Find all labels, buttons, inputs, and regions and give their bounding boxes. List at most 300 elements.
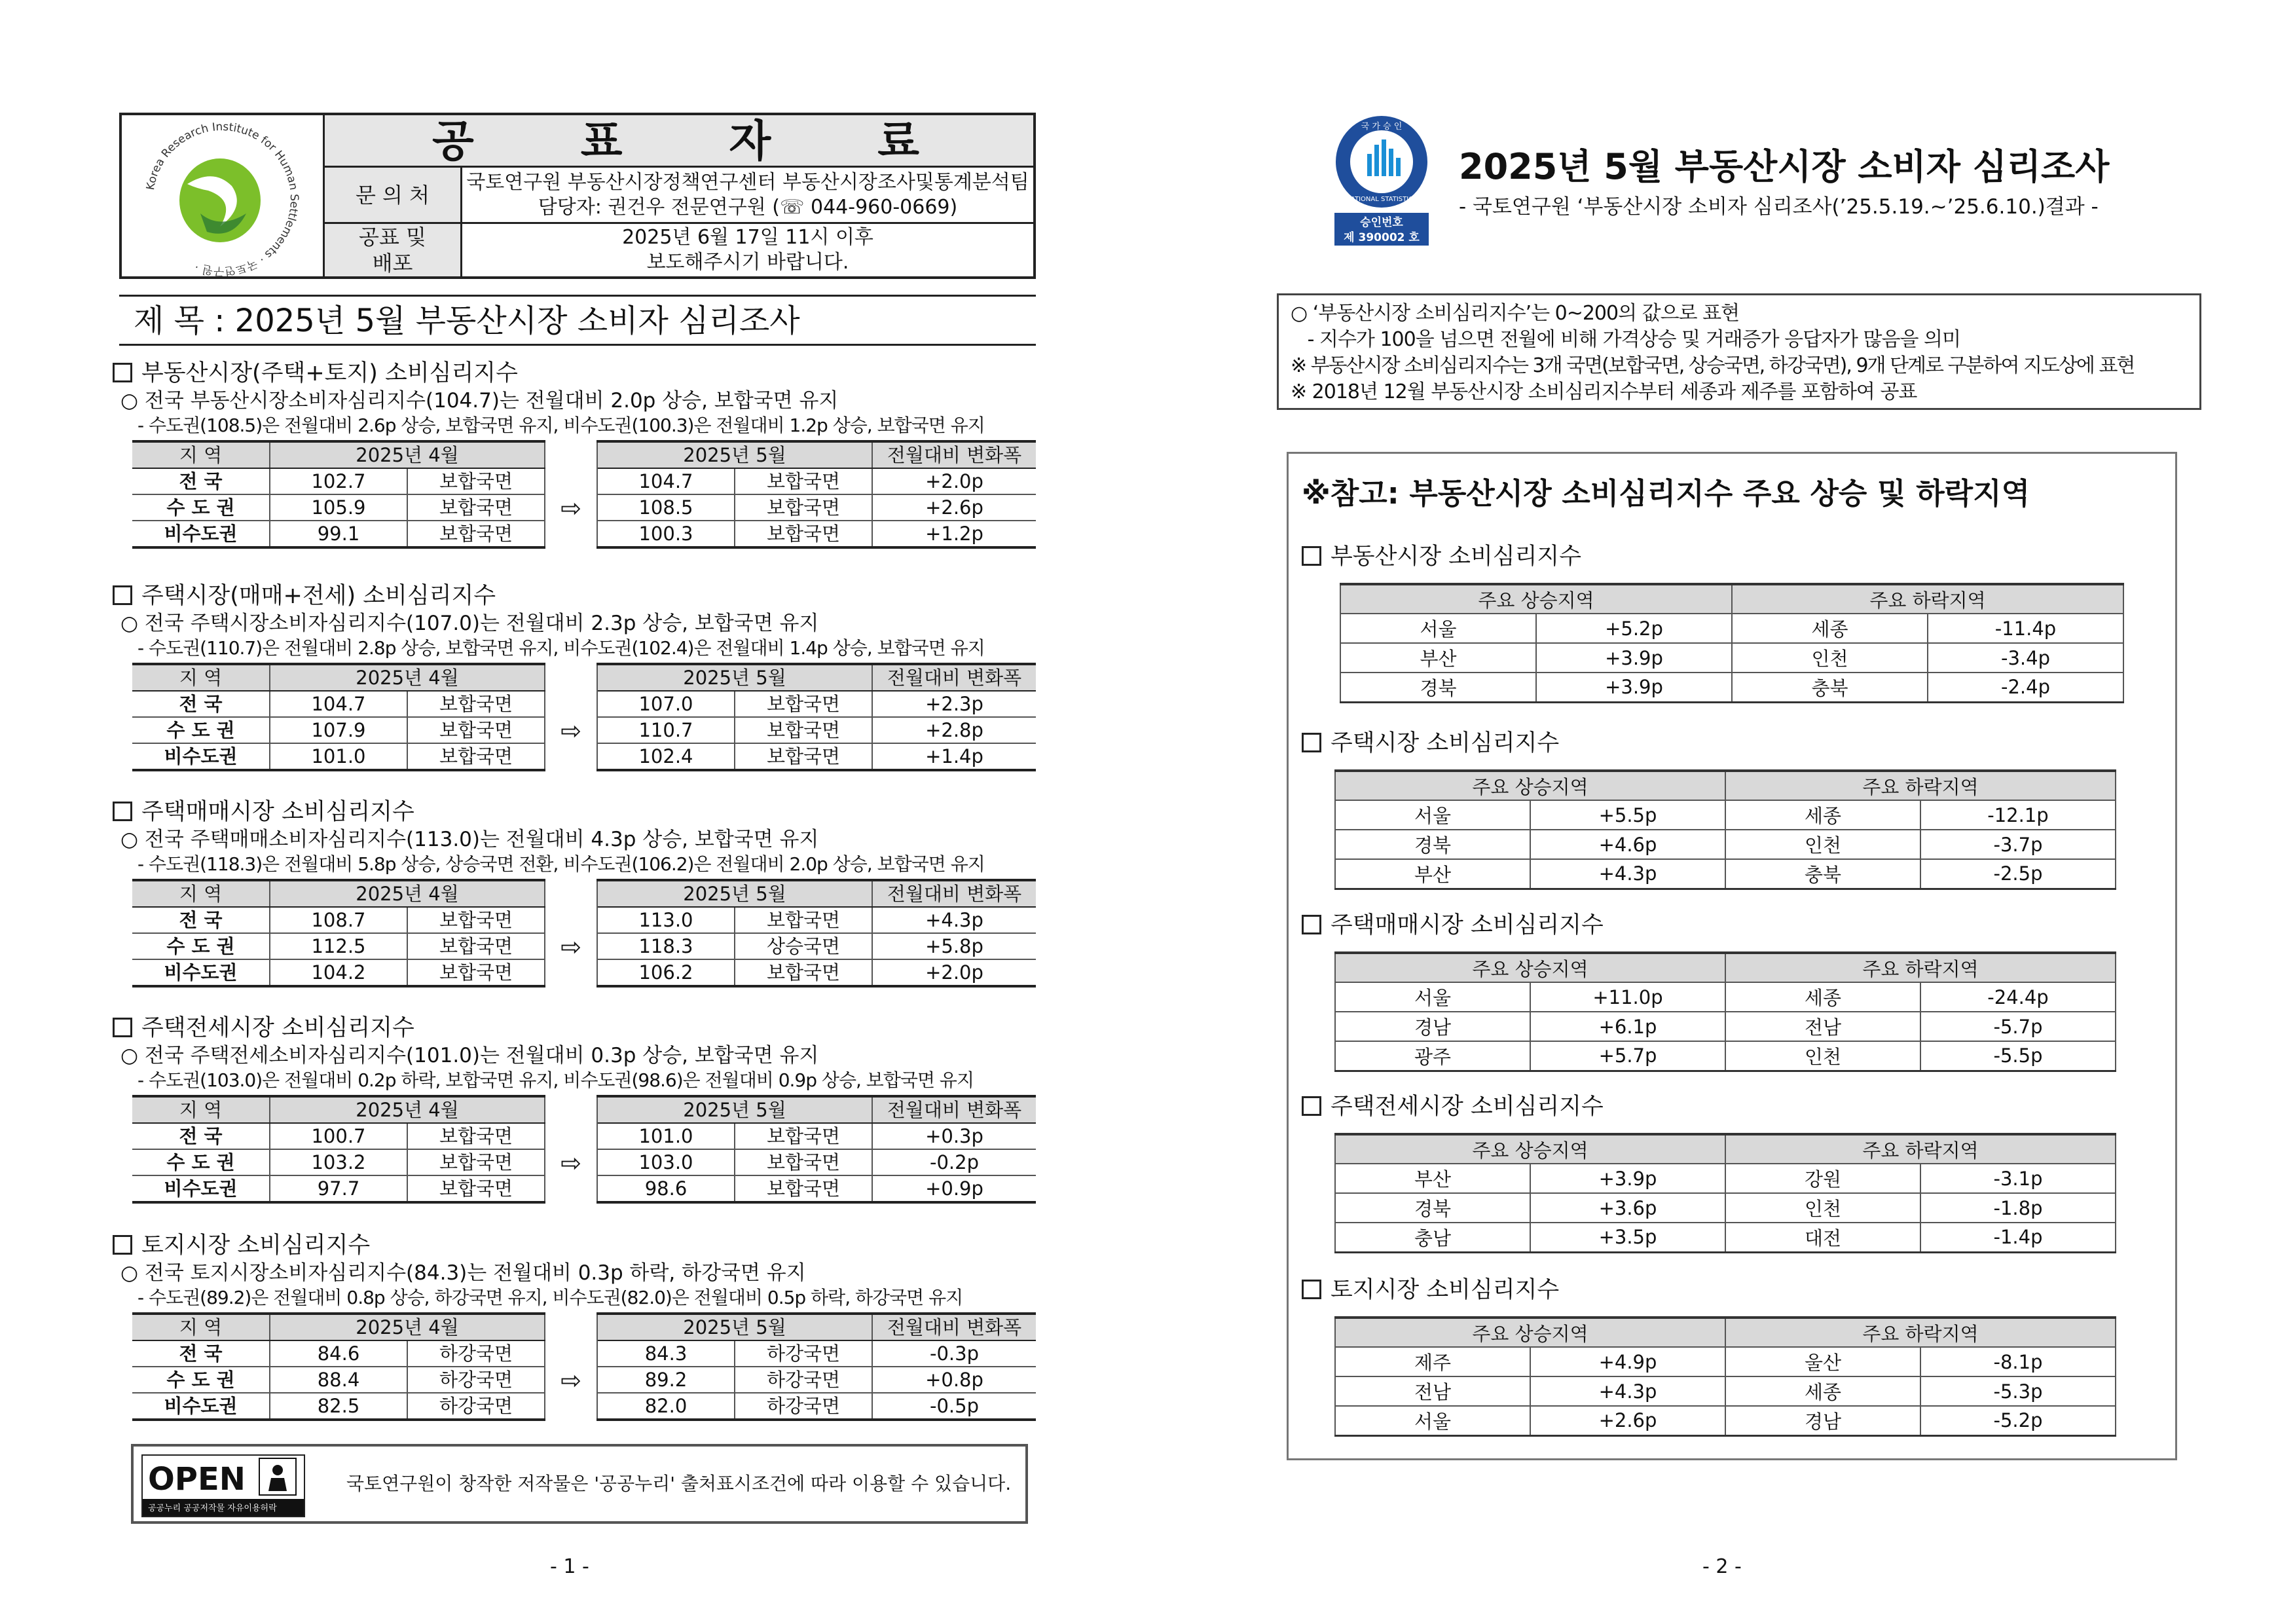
fall-value: -8.1p: [1920, 1347, 2116, 1376]
fall-region: 세종: [1732, 614, 1928, 643]
region-cell: 전 국: [132, 1123, 270, 1149]
apr-phase: 보합국면: [407, 1175, 545, 1202]
section-heading: [113, 1231, 1042, 1260]
apr-phase: 보합국면: [407, 959, 545, 986]
col-fall: 주요 하락지역: [1732, 584, 2123, 614]
table-row: [1335, 982, 2116, 1012]
change-value: +2.0p: [872, 468, 1036, 494]
checkbox-icon: [113, 802, 132, 821]
section-detail: - 수도권(118.3)은 전월대비 5.8p 상승, 상승국면 전환, 비수도권(106.2)은 전월대비 2.0p 상승, 보합국면 유지: [138, 853, 985, 875]
may-value: 98.6: [597, 1175, 735, 1202]
fall-region: 강원: [1725, 1164, 1920, 1193]
change-value: +2.3p: [872, 691, 1036, 717]
may-phase: 하강국면: [735, 1367, 872, 1393]
table-header-row: [132, 1096, 1036, 1123]
rise-value: +3.6p: [1530, 1193, 1725, 1223]
section-bullet: ○ 전국 토지시장소비자심리지수(84.3)는 전월대비 0.3p 하락, 하강국면 유지: [120, 1261, 806, 1285]
change-value: +0.9p: [872, 1175, 1036, 1202]
col-may: 2025년 5월: [597, 441, 872, 468]
col-region: 지 역: [132, 441, 270, 468]
col-rise: 주요 상승지역: [1335, 953, 1725, 982]
fall-region: 울산: [1725, 1347, 1920, 1376]
svg-text:국 가 승 인: 국 가 승 인: [1361, 122, 1403, 132]
col-april: 2025년 4월: [270, 441, 545, 468]
fall-region: 전남: [1725, 1012, 1920, 1041]
section-detail: - 수도권(89.2)은 전월대비 0.8p 상승, 하강국면 유지, 비수도권(82.0)은 전월대비 0.5p 하락, 하강국면 유지: [138, 1287, 963, 1308]
table-row: [1335, 1041, 2116, 1071]
rise-region: 경북: [1340, 673, 1536, 702]
col-fall: 주요 하락지역: [1725, 1134, 2116, 1164]
region-cell: 전 국: [132, 1340, 270, 1367]
col-rise: 주요 상승지역: [1335, 1134, 1725, 1164]
section-detail: - 수도권(103.0)은 전월대비 0.2p 하락, 보합국면 유지, 비수도권(98.6)은 전월대비 0.9p 상승, 보합국면 유지: [138, 1069, 974, 1091]
fall-value: -3.1p: [1920, 1164, 2116, 1193]
fall-region: 세종: [1725, 1376, 1920, 1406]
change-value: -0.2p: [872, 1149, 1036, 1175]
reference-section: [1302, 1276, 2166, 1437]
region-cell: 비수도권: [132, 1175, 270, 1202]
table-row: [1335, 830, 2116, 859]
col-change: 전월대비 변화폭: [872, 1314, 1036, 1340]
fall-value: -2.5p: [1920, 859, 2116, 889]
section-heading: [113, 359, 1042, 388]
region-cell: 비수도권: [132, 521, 270, 547]
region-cell: 수 도 권: [132, 1149, 270, 1175]
table-row: [1340, 643, 2123, 673]
reference-heading-text: 주택전세시장 소비심리지수: [1331, 1094, 1604, 1120]
may-value: 82.0: [597, 1393, 735, 1420]
section-bullet: ○ 전국 부동산시장소비자심리지수(104.7)는 전월대비 2.0p 상승, 보합국면 유지: [120, 389, 839, 413]
table-row: [1335, 1376, 2116, 1406]
left-section: [113, 359, 1042, 549]
rise-region: 경남: [1335, 1012, 1530, 1041]
table-row: [1340, 673, 2123, 702]
arrow-gap: [545, 880, 597, 907]
apr-value: 101.0: [270, 743, 407, 770]
may-value: 106.2: [597, 959, 735, 986]
rise-value: +2.6p: [1530, 1406, 1725, 1435]
may-phase: 보합국면: [735, 494, 872, 521]
table-row: [1335, 1012, 2116, 1041]
rise-value: +4.3p: [1530, 859, 1725, 889]
rise-value: +4.9p: [1530, 1347, 1725, 1376]
checkbox-icon: [1302, 733, 1321, 752]
apr-phase: 보합국면: [407, 468, 545, 494]
rise-region: 광주: [1335, 1041, 1530, 1071]
may-value: 101.0: [597, 1123, 735, 1149]
apr-value: 97.7: [270, 1175, 407, 1202]
fall-region: 충북: [1732, 673, 1928, 702]
svg-text:승인번호: 승인번호: [1360, 216, 1403, 229]
col-april: 2025년 4월: [270, 1096, 545, 1123]
rise-value: +3.9p: [1536, 673, 1732, 702]
table-row: [1335, 1164, 2116, 1193]
checkbox-icon: [113, 1018, 132, 1037]
table-row: [132, 907, 1036, 933]
apr-value: 105.9: [270, 494, 407, 521]
fall-region: 충북: [1725, 859, 1920, 889]
region-cell: 전 국: [132, 691, 270, 717]
checkbox-icon: [1302, 546, 1321, 566]
index-table: [132, 663, 1036, 771]
table-header-row: [132, 1314, 1036, 1340]
release-note: 보도해주시기 바랍니다.: [646, 251, 849, 274]
rise-region: 부산: [1335, 1164, 1530, 1193]
left-section: [113, 581, 1042, 771]
left-section: [113, 798, 1042, 987]
reference-table: [1334, 769, 2116, 890]
section-heading-text: 토지시장 소비심리지수: [141, 1232, 371, 1259]
rise-region: 제주: [1335, 1347, 1530, 1376]
fall-value: -5.3p: [1920, 1376, 2116, 1406]
note-line: ※ 부동산시장 소비심리지수는 3개 국면(보합국면, 상승국면, 하강국면), 9개 단계로 구분하여 지도상에 표현: [1291, 354, 2135, 377]
reference-heading-text: 부동산시장 소비심리지수: [1331, 544, 1582, 570]
checkbox-icon: [113, 363, 132, 382]
col-change: 전월대비 변화폭: [872, 664, 1036, 691]
rise-region: 부산: [1335, 859, 1530, 889]
may-phase: 하강국면: [735, 1340, 872, 1367]
reference-section: [1302, 911, 2166, 1072]
table-row: [1335, 1223, 2116, 1252]
release-label-line2: 배포: [372, 251, 413, 276]
release-title: 공 표 자 료: [325, 115, 1033, 168]
fall-region: 대전: [1725, 1223, 1920, 1252]
apr-phase: 보합국면: [407, 691, 545, 717]
open-license-logo: [141, 1454, 305, 1517]
region-cell: 전 국: [132, 907, 270, 933]
apr-phase: 보합국면: [407, 494, 545, 521]
section-heading-text: 주택매매시장 소비심리지수: [141, 799, 414, 825]
col-may: 2025년 5월: [597, 1096, 872, 1123]
arrow-gap: [545, 1314, 597, 1340]
region-cell: 수 도 권: [132, 933, 270, 959]
reference-heading-text: 주택매매시장 소비심리지수: [1331, 912, 1604, 938]
subject-title: 제 목 : 2025년 5월 부동산시장 소비자 심리조사: [119, 295, 1036, 346]
reference-table: [1340, 583, 2124, 703]
apr-phase: 보합국면: [407, 933, 545, 959]
reference-table: [1334, 951, 2116, 1072]
apr-value: 107.9: [270, 717, 407, 743]
col-rise: 주요 상승지역: [1340, 584, 1732, 614]
fall-region: 세종: [1725, 982, 1920, 1012]
apr-phase: 보합국면: [407, 743, 545, 770]
apr-phase: 보합국면: [407, 907, 545, 933]
reference-section: [1302, 542, 2166, 703]
fall-value: -12.1p: [1920, 800, 2116, 830]
reference-title: ※참고: 부동산시장 소비심리지수 주요 상승 및 하락지역: [1302, 476, 2030, 511]
section-detail: - 수도권(110.7)은 전월대비 2.8p 상승, 보합국면 유지, 비수도권(102.4)은 전월대비 1.4p 상승, 보합국면 유지: [138, 637, 985, 659]
section-bullet: ○ 전국 주택시장소비자심리지수(107.0)는 전월대비 2.3p 상승, 보합국면 유지: [120, 612, 819, 635]
change-value: +5.8p: [872, 933, 1036, 959]
may-value: 107.0: [597, 691, 735, 717]
section-heading-text: 주택전세시장 소비심리지수: [141, 1015, 414, 1041]
index-table: [132, 1312, 1036, 1421]
col-region: 지 역: [132, 1096, 270, 1123]
table-row: [1340, 614, 2123, 643]
may-value: 103.0: [597, 1149, 735, 1175]
table-header-row: [132, 880, 1036, 907]
inquiry-label: 문 의 처: [325, 168, 462, 222]
checkbox-icon: [1302, 1096, 1321, 1116]
fall-region: 인천: [1725, 1041, 1920, 1071]
fall-region: 인천: [1732, 643, 1928, 673]
reference-section: [1302, 1092, 2166, 1253]
may-value: 100.3: [597, 521, 735, 547]
index-table: [132, 440, 1036, 549]
col-april: 2025년 4월: [270, 1314, 545, 1340]
rise-region: 서울: [1335, 1406, 1530, 1435]
may-value: 118.3: [597, 933, 735, 959]
col-fall: 주요 하락지역: [1725, 1318, 2116, 1347]
arrow-icon: ⇨: [545, 1123, 597, 1202]
fall-value: -5.5p: [1920, 1041, 2116, 1071]
table-header-row: [1335, 953, 2116, 982]
table-header-row: [1340, 584, 2123, 614]
release-label: [325, 224, 462, 276]
page-number-1: - 1 -: [550, 1555, 589, 1578]
svg-text:공공누리 공공저작물 자유이용허락: 공공누리 공공저작물 자유이용허락: [148, 1504, 277, 1513]
rise-region: 서울: [1340, 614, 1536, 643]
svg-text:OPEN: OPEN: [148, 1461, 246, 1498]
apr-value: 103.2: [270, 1149, 407, 1175]
fall-region: 인천: [1725, 1193, 1920, 1223]
region-cell: 전 국: [132, 468, 270, 494]
release-header-box: [119, 113, 1036, 279]
apr-value: 88.4: [270, 1367, 407, 1393]
col-change: 전월대비 변화폭: [872, 441, 1036, 468]
apr-value: 102.7: [270, 468, 407, 494]
may-value: 84.3: [597, 1340, 735, 1367]
col-april: 2025년 4월: [270, 880, 545, 907]
col-may: 2025년 5월: [597, 664, 872, 691]
section-heading: [113, 798, 1042, 826]
report-subtitle: - 국토연구원 ‘부동산시장 소비자 심리조사(’25.5.19.~’25.6.10.)결과 -: [1459, 195, 2099, 219]
table-header-row: [132, 441, 1036, 468]
may-value: 108.5: [597, 494, 735, 521]
rise-region: 부산: [1340, 643, 1536, 673]
index-note-box: [1277, 293, 2201, 410]
table-row: [1335, 1347, 2116, 1376]
checkbox-icon: [113, 1235, 132, 1255]
may-phase: 상승국면: [735, 933, 872, 959]
col-fall: 주요 하락지역: [1725, 953, 2116, 982]
arrow-icon: ⇨: [545, 1340, 597, 1420]
col-change: 전월대비 변화폭: [872, 880, 1036, 907]
checkbox-icon: [1302, 1280, 1321, 1299]
fall-value: -3.4p: [1928, 643, 2123, 673]
rise-value: +4.6p: [1530, 830, 1725, 859]
apr-value: 82.5: [270, 1393, 407, 1420]
left-section: [113, 1231, 1042, 1421]
apr-value: 108.7: [270, 907, 407, 933]
table-row: [1335, 1193, 2116, 1223]
arrow-icon: ⇨: [545, 691, 597, 770]
region-cell: 비수도권: [132, 743, 270, 770]
arrow-icon: ⇨: [545, 468, 597, 547]
reference-table: [1334, 1316, 2116, 1437]
table-row: [132, 1340, 1036, 1367]
change-value: +0.8p: [872, 1367, 1036, 1393]
change-value: +1.4p: [872, 743, 1036, 770]
col-rise: 주요 상승지역: [1335, 771, 1725, 800]
may-value: 110.7: [597, 717, 735, 743]
fall-value: -1.8p: [1920, 1193, 2116, 1223]
may-phase: 하강국면: [735, 1393, 872, 1420]
arrow-gap: [545, 441, 597, 468]
table-header-row: [132, 664, 1036, 691]
region-cell: 비수도권: [132, 959, 270, 986]
may-phase: 보합국면: [735, 691, 872, 717]
table-row: [132, 691, 1036, 717]
col-region: 지 역: [132, 664, 270, 691]
section-bullet: ○ 전국 주택전세소비자심리지수(101.0)는 전월대비 0.3p 상승, 보합국면 유지: [120, 1044, 819, 1067]
change-value: +4.3p: [872, 907, 1036, 933]
fall-value: -5.2p: [1920, 1406, 2116, 1435]
reference-heading: [1302, 542, 2166, 571]
rise-region: 서울: [1335, 800, 1530, 830]
fall-value: -24.4p: [1920, 982, 2116, 1012]
fall-value: -2.4p: [1928, 673, 2123, 702]
section-heading: [113, 581, 1042, 610]
release-label-line1: 공표 및: [359, 225, 426, 249]
apr-value: 104.7: [270, 691, 407, 717]
table-header-row: [1335, 1318, 2116, 1347]
left-section: [113, 1014, 1042, 1204]
national-statistics-badge: [1329, 115, 1434, 249]
may-value: 113.0: [597, 907, 735, 933]
fall-region: 인천: [1725, 830, 1920, 859]
may-phase: 보합국면: [735, 717, 872, 743]
arrow-gap: [545, 1096, 597, 1123]
index-table: [132, 1095, 1036, 1204]
table-row: [132, 1123, 1036, 1149]
apr-phase: 보합국면: [407, 1123, 545, 1149]
may-phase: 보합국면: [735, 1123, 872, 1149]
table-header-row: [1335, 771, 2116, 800]
note-line: ※ 2018년 12월 부동산시장 소비심리지수부터 세종과 제주를 포함하여 공표: [1291, 380, 1917, 403]
may-value: 102.4: [597, 743, 735, 770]
table-row: [1335, 1406, 2116, 1435]
krihs-logo: [122, 115, 325, 276]
region-cell: 비수도권: [132, 1393, 270, 1420]
fall-value: -11.4p: [1928, 614, 2123, 643]
rise-value: +5.7p: [1530, 1041, 1725, 1071]
may-phase: 보합국면: [735, 743, 872, 770]
fall-value: -1.4p: [1920, 1223, 2116, 1252]
apr-phase: 하강국면: [407, 1340, 545, 1367]
open-license-text: 국토연구원이 창작한 저작물은 '공공누리' 출처표시조건에 따라 이용할 수 있습니다.: [346, 1473, 1012, 1494]
reference-heading: [1302, 911, 2166, 940]
rise-region: 전남: [1335, 1376, 1530, 1406]
reference-heading: [1302, 1276, 2166, 1304]
reference-table: [1334, 1133, 2116, 1253]
index-table: [132, 879, 1036, 987]
rise-value: +5.2p: [1536, 614, 1732, 643]
reference-heading: [1302, 729, 2166, 758]
fall-value: -3.7p: [1920, 830, 2116, 859]
inquiry-dept: 국토연구원 부동산시장정책연구센터 부동산시장조사및통계분석팀: [466, 170, 1029, 194]
reference-heading-text: 주택시장 소비심리지수: [1331, 730, 1560, 756]
change-value: +2.8p: [872, 717, 1036, 743]
apr-phase: 보합국면: [407, 1149, 545, 1175]
release-time: 2025년 6월 17일 11시 이후: [622, 226, 873, 249]
change-value: -0.5p: [872, 1393, 1036, 1420]
fall-region: 경남: [1725, 1406, 1920, 1435]
section-heading-text: 주택시장(매매+전세) 소비심리지수: [141, 583, 496, 609]
apr-value: 100.7: [270, 1123, 407, 1149]
svg-text:제 390002 호: 제 390002 호: [1344, 231, 1420, 244]
col-fall: 주요 하락지역: [1725, 771, 2116, 800]
rise-region: 경북: [1335, 1193, 1530, 1223]
note-line: ○ ‘부동산시장 소비심리지수’는 0~200의 값으로 표현: [1291, 302, 1740, 325]
rise-value: +6.1p: [1530, 1012, 1725, 1041]
may-phase: 보합국면: [735, 1175, 872, 1202]
apr-value: 84.6: [270, 1340, 407, 1367]
fall-value: -5.7p: [1920, 1012, 2116, 1041]
open-license-box: [131, 1444, 1028, 1524]
col-may: 2025년 5월: [597, 880, 872, 907]
table-row: [1335, 859, 2116, 889]
page-number-2: - 2 -: [1702, 1555, 1742, 1578]
region-cell: 수 도 권: [132, 1367, 270, 1393]
col-may: 2025년 5월: [597, 1314, 872, 1340]
col-region: 지 역: [132, 1314, 270, 1340]
arrow-icon: ⇨: [545, 907, 597, 986]
rise-region: 충남: [1335, 1223, 1530, 1252]
change-value: +0.3p: [872, 1123, 1036, 1149]
reference-box: [1287, 452, 2177, 1460]
svg-text:NATIONAL STATISTICS: NATIONAL STATISTICS: [1346, 196, 1418, 203]
reference-heading-text: 토지시장 소비심리지수: [1331, 1277, 1560, 1303]
note-line: - 지수가 100을 넘으면 전월에 비해 가격상승 및 거래증가 응답자가 많음을 의미: [1291, 328, 1960, 351]
rise-value: +11.0p: [1530, 982, 1725, 1012]
apr-phase: 보합국면: [407, 717, 545, 743]
reference-section: [1302, 729, 2166, 890]
change-value: +2.6p: [872, 494, 1036, 521]
change-value: +2.0p: [872, 959, 1036, 986]
table-row: [1335, 800, 2116, 830]
svg-text:Korea Research Institute for H: Korea Research Institute for Human Settlements · 국토연구원 ·: [143, 120, 301, 276]
may-phase: 보합국면: [735, 959, 872, 986]
apr-value: 112.5: [270, 933, 407, 959]
apr-phase: 하강국면: [407, 1367, 545, 1393]
rise-value: +3.9p: [1536, 643, 1732, 673]
rise-value: +3.9p: [1530, 1164, 1725, 1193]
rise-region: 서울: [1335, 982, 1530, 1012]
release-row: [325, 224, 1033, 276]
inquiry-contact: 담당자: 권건우 전문연구원 (☏ 044-960-0669): [538, 195, 958, 219]
checkbox-icon: [1302, 915, 1321, 934]
apr-phase: 하강국면: [407, 1393, 545, 1420]
rise-region: 경북: [1335, 830, 1530, 859]
apr-value: 99.1: [270, 521, 407, 547]
may-phase: 보합국면: [735, 468, 872, 494]
may-value: 89.2: [597, 1367, 735, 1393]
may-value: 104.7: [597, 468, 735, 494]
may-phase: 보합국면: [735, 907, 872, 933]
apr-value: 104.2: [270, 959, 407, 986]
apr-phase: 보합국면: [407, 521, 545, 547]
change-value: -0.3p: [872, 1340, 1036, 1367]
section-detail: - 수도권(108.5)은 전월대비 2.6p 상승, 보합국면 유지, 비수도권(100.3)은 전월대비 1.2p 상승, 보합국면 유지: [138, 415, 985, 436]
inquiry-row: [325, 168, 1033, 224]
arrow-gap: [545, 664, 597, 691]
table-row: [132, 468, 1036, 494]
change-value: +1.2p: [872, 521, 1036, 547]
checkbox-icon: [113, 585, 132, 605]
section-heading: [113, 1014, 1042, 1043]
region-cell: 수 도 권: [132, 717, 270, 743]
